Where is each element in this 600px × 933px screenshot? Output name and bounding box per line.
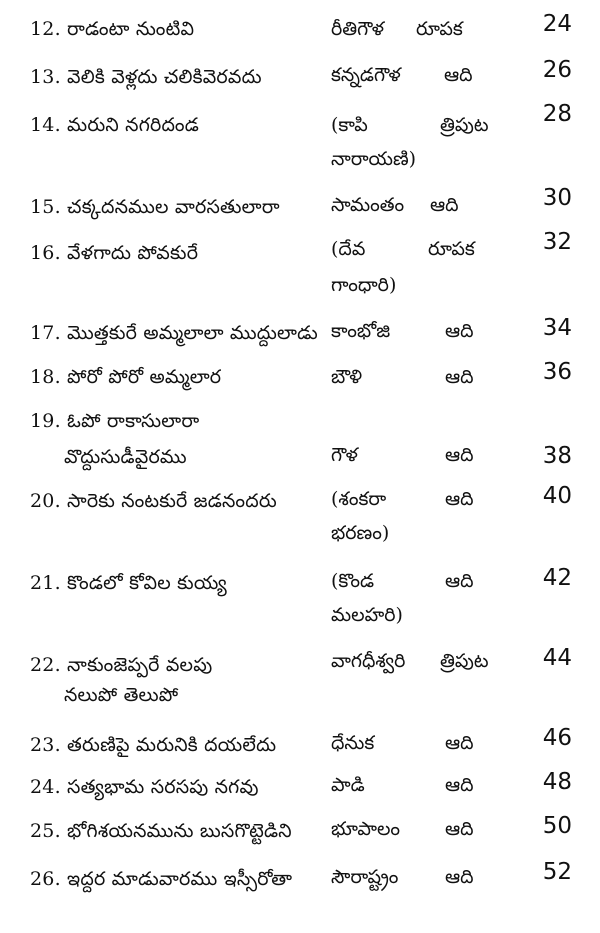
song-title: 25. భోగిశయనమును బుసగొట్టెడిని: [30, 820, 292, 842]
page-number: 52: [542, 859, 572, 885]
toc-entry: [0, 483, 600, 548]
song-title: 20. సారెకు నంటకురే జడనందరు: [30, 490, 277, 512]
toc-entry: [0, 229, 600, 300]
raga-name: సౌరాష్ట్రం: [331, 866, 399, 888]
page-number: 30: [542, 185, 572, 211]
song-title: 23. తరుణిపై మరునికి దయలేదు: [30, 734, 277, 756]
raga-name-continued: నారాయణి): [331, 148, 417, 170]
page-number: 28: [542, 101, 572, 127]
page-number: 38: [542, 443, 572, 469]
page-number: 42: [542, 565, 572, 591]
song-title: 16. వేళగాదు పోవకురే: [30, 242, 199, 264]
toc-entry: [0, 645, 600, 708]
page-number: 44: [542, 645, 572, 671]
tala-name: ఆది: [445, 366, 474, 388]
tala-name: ఆది: [444, 64, 473, 86]
raga-name-continued: గాంధారి): [331, 274, 397, 296]
song-title: 19. ఓపో రాకాసులారా: [30, 410, 200, 432]
raga-name: సామంతం: [331, 194, 405, 216]
tala-name: త్రిపుట: [440, 114, 489, 136]
song-title: 17. మొత్తకురే అమ్మలాలా ముద్దులాడు: [30, 322, 318, 344]
song-title: 24. సత్యభామ సరసపు నగవు: [30, 776, 259, 798]
tala-name: ఆది: [445, 774, 474, 796]
tala-name: రూపక: [416, 18, 463, 40]
song-title: 21. కొండలో కోవిల కుయ్య: [30, 572, 227, 594]
song-title-continued: నలుపో తెలుపో: [64, 684, 179, 706]
raga-name: వాగధీశ్వరి: [331, 650, 406, 672]
tala-name: ఆది: [445, 570, 474, 592]
song-title: 22. నాకుంజెప్పరే వలపు: [30, 654, 213, 676]
page-number: 34: [542, 315, 572, 341]
song-title: 26. ఇద్దర మాడువారము ఇస్సీరోతా: [30, 868, 293, 890]
tala-name: ఆది: [445, 488, 474, 510]
page-number: 32: [542, 229, 572, 255]
raga-name: (శంకరా: [331, 488, 387, 510]
page-number: 24: [542, 11, 572, 37]
page-number: 26: [542, 57, 572, 83]
song-title-continued: వొద్దుసుడీవైరము: [64, 446, 187, 468]
raga-name: కాంభోజి: [331, 320, 391, 342]
tala-name: త్రిపుట: [440, 650, 489, 672]
raga-name: భూపాలం: [331, 818, 401, 840]
raga-name-continued: భరణం): [331, 522, 390, 544]
song-title: 15. చక్కదనముల వారసతులారా: [30, 196, 280, 218]
tala-name: ఆది: [445, 444, 474, 466]
song-title: 12. రాడంటా నుంటివి: [30, 18, 195, 40]
tala-name: రూపక: [428, 238, 475, 260]
tala-name: ఆది: [430, 194, 459, 216]
page-number: 50: [542, 813, 572, 839]
toc-entry: [0, 859, 600, 926]
toc-entry: [0, 565, 600, 628]
page-number: 36: [542, 359, 572, 385]
song-title: 13. వెలికి వెళ్లదు చలికివెరవదు: [30, 66, 262, 88]
raga-name-continued: మలహరి): [331, 604, 403, 626]
tala-name: ఆది: [445, 818, 474, 840]
raga-name: (కొండ: [331, 570, 375, 592]
raga-name: పాడి: [331, 774, 365, 796]
page-number: 46: [542, 725, 572, 751]
page-number: 40: [542, 483, 572, 509]
song-title: 14. మరుని నగరిదండ: [30, 114, 199, 136]
tala-name: ఆది: [445, 320, 474, 342]
page-number: 48: [542, 769, 572, 795]
tala-name: ఆది: [445, 866, 474, 888]
raga-name: (దేవ: [331, 238, 366, 260]
raga-name: బౌళి: [331, 366, 363, 388]
song-title: 18. పోరో పోరో అమ్మలార: [30, 366, 222, 388]
toc-entry: [0, 410, 600, 470]
raga-name: గౌళ: [331, 444, 358, 466]
raga-name: ధేనుక: [331, 732, 375, 754]
raga-name: రీతిగౌళ: [331, 18, 384, 40]
toc-entry: [0, 101, 600, 170]
raga-name: కన్నడగౌళ: [331, 64, 401, 86]
raga-name: (కాపి: [331, 114, 368, 136]
tala-name: ఆది: [445, 732, 474, 754]
